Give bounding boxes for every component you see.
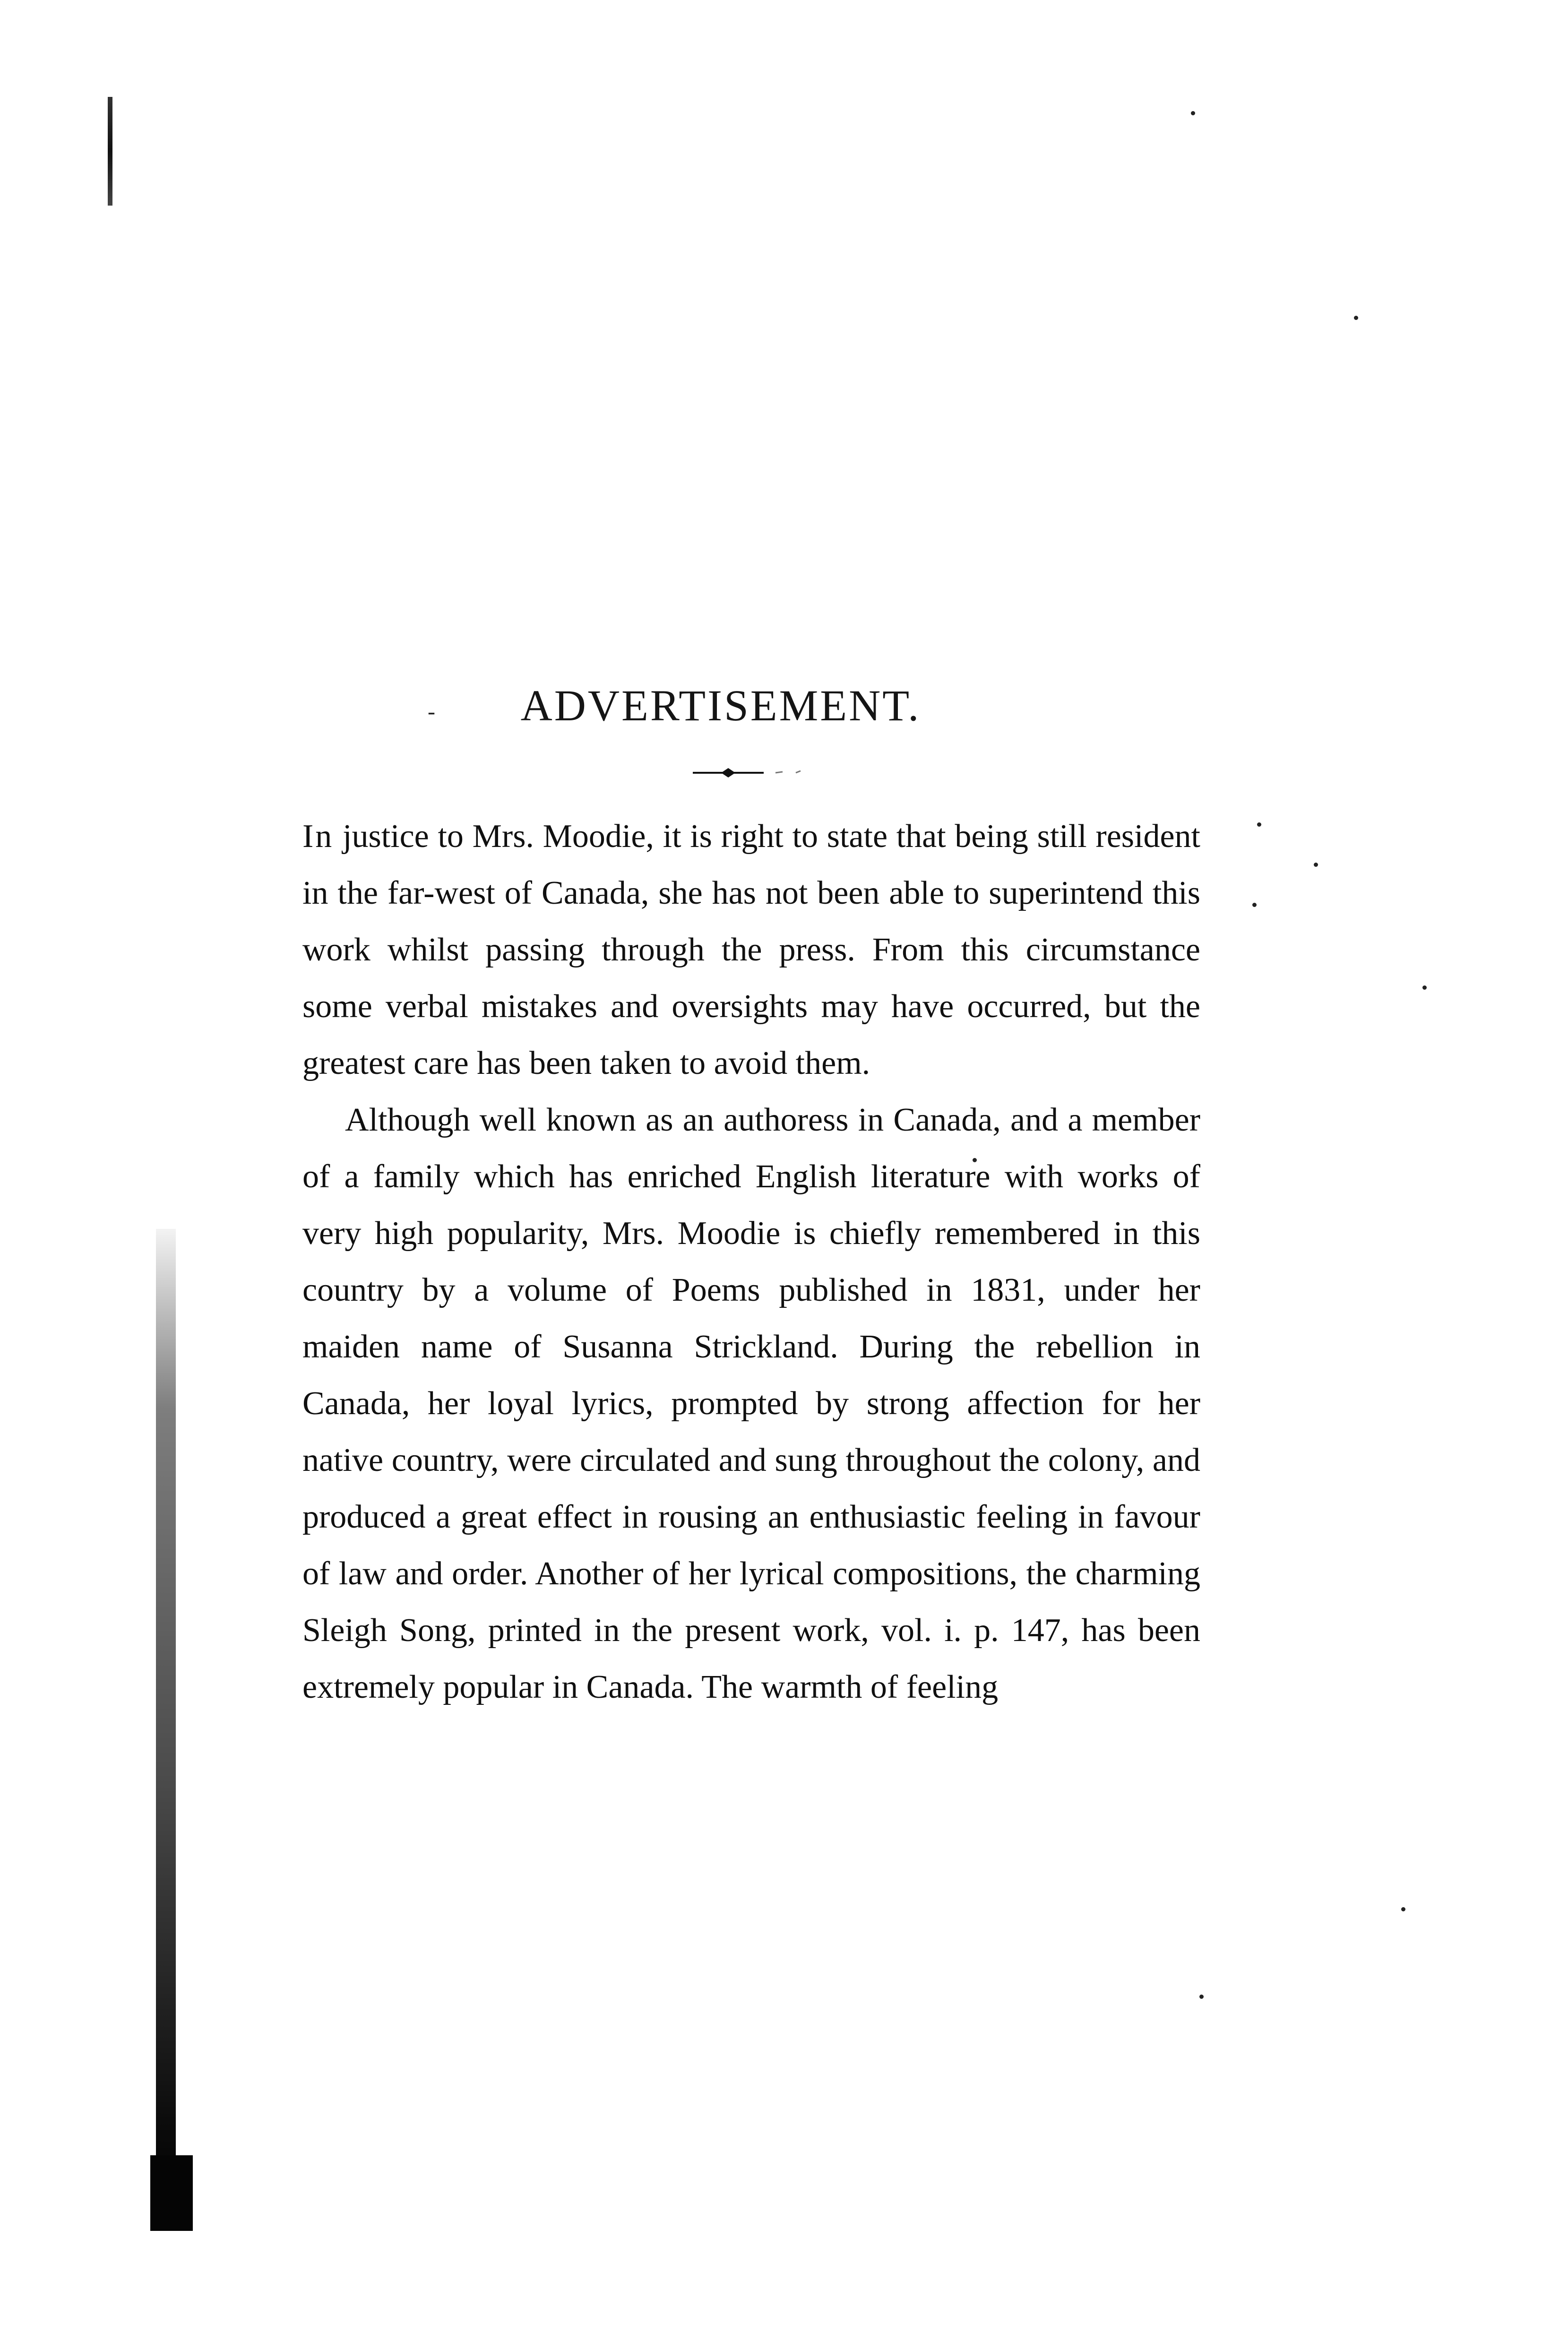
scan-speck [1191,111,1195,115]
scan-speck [1199,1995,1204,1999]
binding-shadow-top [108,97,112,206]
paragraph-text: justice to Mrs. Moodie, it is right to state that being still resident in the far-west of Canada, she has not been able to superintend this work whilst passing through the press. From this circumstance some verbal mistakes and oversights may have occurred, but the greatest care has been taken to avoid them. [302,818,1200,1081]
scan-speck [1314,863,1318,867]
paragraph-1 [302,808,1200,1092]
page-heading: ADVERTISEMENT. [520,682,921,730]
scan-speck [1257,822,1261,827]
scan-speck [1252,903,1257,907]
paragraph-lead: In [302,818,334,855]
paragraph-text: Although well known as an authoress in Canada, and a member of a family which has enriched English literature with works of very high popularity, Mrs. Moodie is chiefly remembered in this country by a volume of Poems published in 1831, under her maiden name of Susanna Strickland. During the rebellion in Canada, her loyal lyrics, prompted by strong affection for her native country, were circulated and sung throughout the colony, and produced a great effect in rousing an enthusiastic feeling in favour of law and order. Another of her lyrical compositions, the charming Sleigh Song, printed in the present work, vol. i. p. 147, has been extremely popular in Canada. The warmth of feeling [302,1102,1200,1705]
heading-dash-mark: ‑ [428,699,435,724]
body-text [302,808,1200,1716]
scan-speck [1422,985,1427,990]
scan-speck [1401,1907,1405,1911]
binding-shadow-bottom [150,2155,193,2231]
ornament-rule-icon [693,766,806,780]
scan-speck [1354,316,1358,320]
paragraph-2 [302,1092,1200,1716]
binding-shadow [156,1229,176,2226]
